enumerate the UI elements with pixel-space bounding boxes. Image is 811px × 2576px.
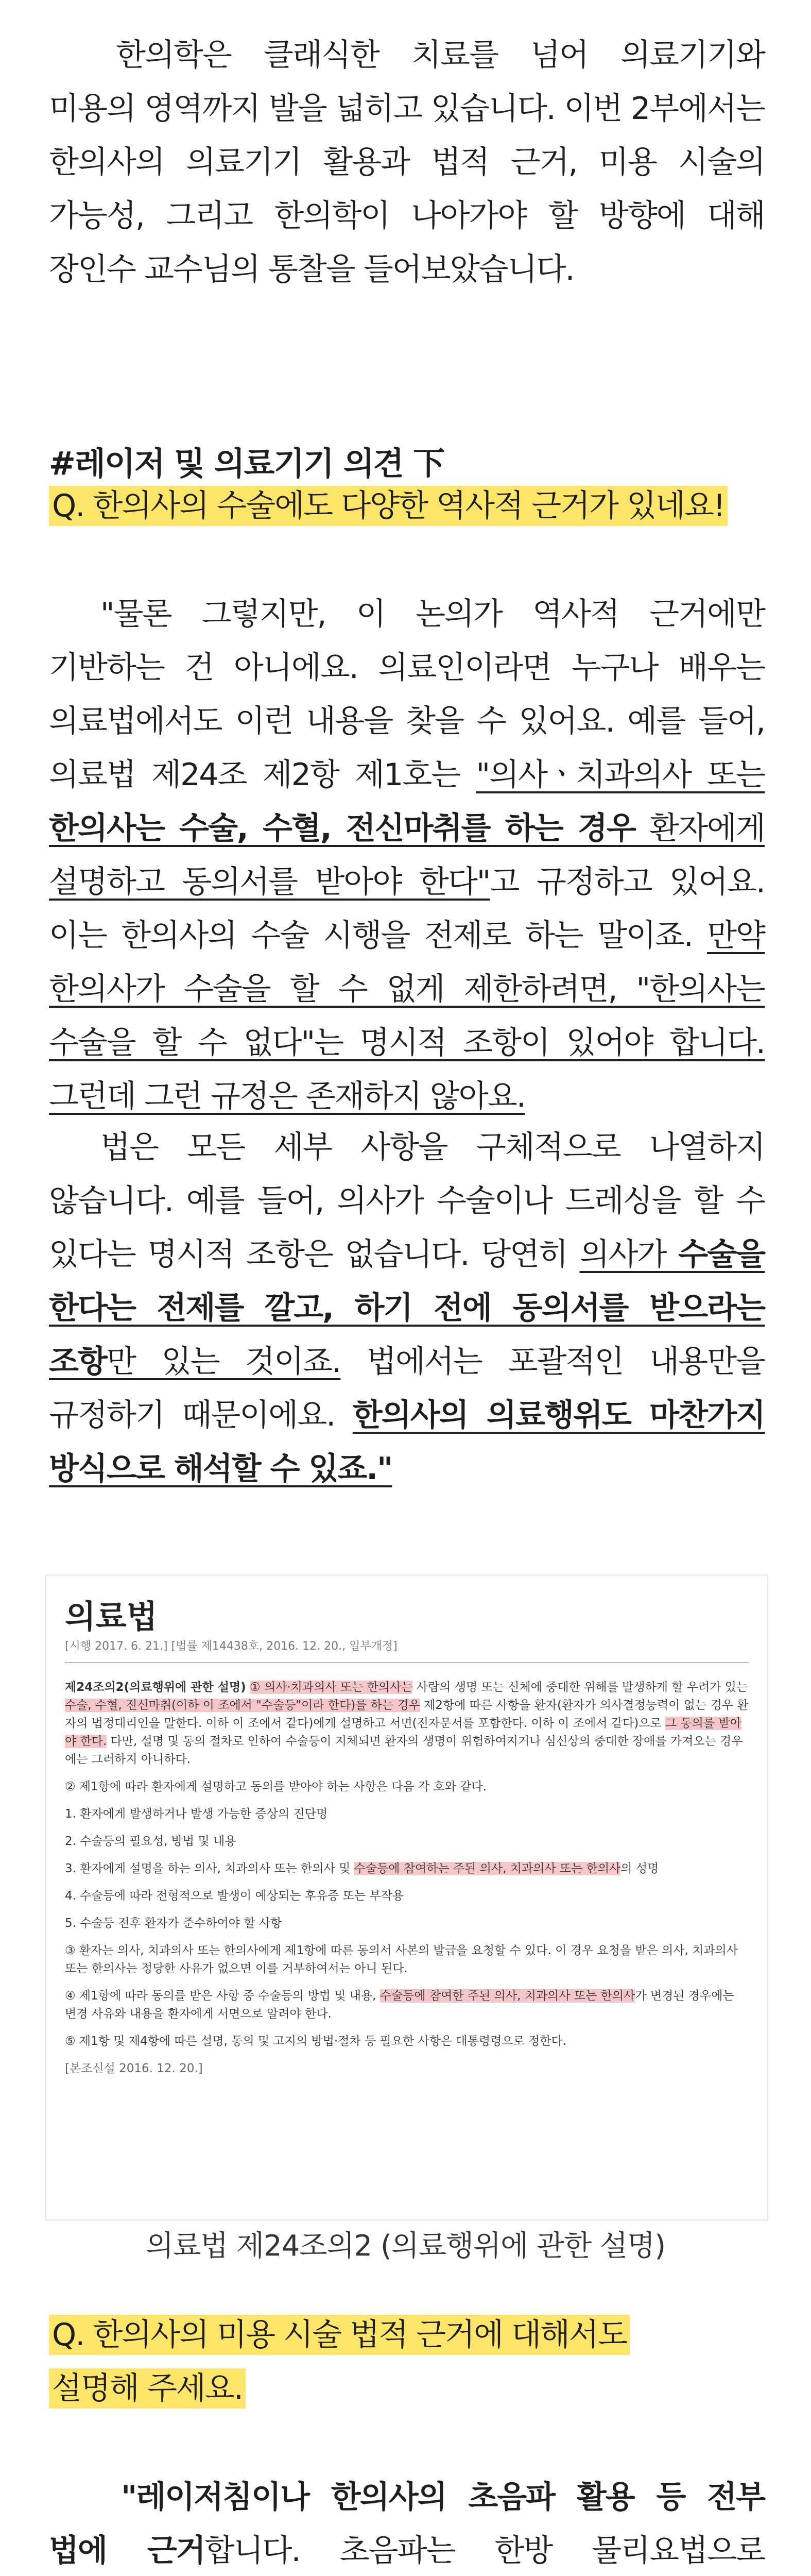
doc-text: 의 성명 — [620, 1862, 659, 1875]
image-caption: 의료법 제24조의2 (의료행위에 관한 설명) — [145, 2229, 666, 2263]
answer-1-text: 법은 모든 세부 사항을 구체적으로 나열하지 않습니다. 예를 들어, 의사가 수술이나 드레싱을 할 수 있다는 명시적 조항은 없습니다. 당연히 — [49, 1129, 765, 1273]
doc-highlight: 수술, 수혈, 전신마취(이하 이 조에서 "수술등"이라 한다)를 하는 경우 — [65, 1699, 420, 1712]
doc-text: 3. 환자에게 설명을 하는 의사, 치과의사 또는 한의사 및 — [65, 1862, 354, 1875]
answer-1-text: "물론 그렇지만, 이 논의가 역사적 근거에만 기반하는 건 아니에요. 의료인이라면 누구나 배우는 의료법에서도 이런 내용을 찾을 수 있어요. 예를 들어, 의료법 제24조 제2항 제1호는 — [49, 596, 765, 793]
question-1 — [49, 479, 765, 533]
law-document-image — [46, 1575, 767, 2219]
doc-clause-5: ⑤ 제1항 및 제4항에 따른 설명, 동의 및 고지의 방법·절차 등 필요한 사항은 대통령령으로 정한다. — [65, 2035, 567, 2048]
doc-text: ④ 제1항에 따라 동의를 받은 사항 중 수술등의 방법 및 내용, — [65, 1989, 380, 2003]
question-1-text: Q. 한의사의 수술에도 다양한 역사적 근거가 있네요! — [49, 486, 728, 526]
doc-item-3 — [65, 1860, 749, 1878]
answer-1-underline: 의사가 — [579, 1236, 679, 1273]
doc-item-2: 2. 수술등의 필요성, 방법 및 내용 — [65, 1835, 236, 1848]
doc-clause-4 — [65, 1987, 749, 2023]
answer-1-underline: "의사ㆍ치과의사 또는 — [476, 757, 765, 793]
doc-text: 제2항에 따른 사항을 환자(환자가 의사결정능력이 없는 경우 환자의 법정대리인을 말한다. 이하 이 조에서 같다)에게 설명하고 서면(전자문서를 포함한다. 이하 이 조에서 같다)으로 — [65, 1699, 749, 1730]
answer-2-paragraph-1 — [49, 2470, 765, 2576]
doc-item-4: 4. 수술등에 따라 전형적으로 발생이 예상되는 후유증 또는 부작용 — [65, 1889, 404, 1903]
doc-clause-3: ③ 환자는 의사, 치과의사 또는 한의사에게 제1항에 따른 동의서 사본의 발급을 요청할 수 있다. 이 경우 요청을 받은 의사, 치과의사 또는 한의사는 정당한 사유가 없으면 이를 거부하여서는 아니 된다. — [65, 1944, 738, 1975]
answer-1-bold-underline: 수술을 한다는 전제를 깔고, 하기 전에 동의서를 받으라는 조항 — [49, 1236, 765, 1380]
doc-title: 의료법 — [65, 1598, 158, 1635]
answer-2-text: 합니다. 초음파는 한방 물리요법으로 — [204, 2533, 765, 2569]
section-heading: #레이저 및 의료기기 의견 下 — [49, 445, 444, 482]
doc-text: 가 변경된 경우에는 변경 사유와 내용을 환자에게 서면으로 알려야 한다. — [65, 1989, 734, 2021]
answer-1-underline: 만 있는 것이죠. — [106, 1344, 341, 1380]
doc-highlight: ① 의사·치과의사 또는 한의사는 — [249, 1681, 413, 1694]
answer-1-paragraph-2 — [49, 1121, 765, 1496]
doc-body — [65, 1679, 749, 2087]
doc-divider — [65, 1662, 749, 1663]
doc-text: 다만, 설명 및 동의 절차로 인하여 수술등이 지체되면 환자의 생명이 위험하여지거나 심신상의 중대한 장애를 가져오는 경우에는 그러하지 아니하다. — [65, 1735, 743, 1766]
doc-highlight: 수술등에 참여한 주된 의사, 치과의사 또는 한의사 — [379, 1989, 635, 2003]
answer-1-bold-underline: 한의사는 수술, 수혈, 전신마취를 하는 경우 — [49, 810, 635, 846]
doc-clause-2: ② 제1항에 따라 환자에게 설명하고 동의를 받아야 하는 사항은 다음 각 호와 같다. — [65, 1780, 487, 1793]
doc-item-1: 1. 환자에게 발생하거나 발생 가능한 증상의 진단명 — [65, 1807, 328, 1821]
doc-footer: [본조신설 2016. 12. 20.] — [65, 2062, 203, 2075]
doc-highlight: 그 동의를 받아야 한다. — [65, 1717, 741, 1748]
answer-1-underline: 만약 한의사가 수술을 할 수 없게 제한하려면, "한의사는 수술을 할 수 없다"는 명시적 조항이 있어야 합니다. 그런데 그런 규정은 존재하지 않아요. — [49, 918, 765, 1114]
answer-2-bold: "레이저침이나 한의사의 초음파 활용 등 전부 법에 근거 — [49, 2479, 765, 2569]
doc-text: 사람의 생명 또는 신체에 중대한 위해를 발생하게 할 우려가 있는 — [412, 1681, 748, 1694]
doc-item-5: 5. 수술등 전후 환자가 준수하여야 할 사항 — [65, 1917, 282, 1930]
answer-1-underline: 환자에게 설명하고 동의서를 받아야 한다" — [49, 810, 765, 900]
answer-1-bold-underline: 한의사의 의료행위도 마찬가지 방식으로 해석할 수 있죠." — [49, 1397, 765, 1487]
doc-subtitle: [시행 2017. 6. 21.] [법률 제14438호, 2016. 12. 20., 일부개정] — [65, 1640, 398, 1653]
answer-1-paragraph-1 — [49, 587, 765, 1123]
doc-highlight: 수술등에 참여하는 주된 의사, 치과의사 또는 한의사 — [354, 1862, 621, 1875]
answer-1-text: 고 규정하고 있어요. 이는 한의사의 수술 시행을 전제로 하는 말이죠. — [49, 864, 765, 954]
doc-article — [65, 1679, 749, 1769]
intro-paragraph — [49, 28, 765, 296]
question-2 — [49, 2308, 687, 2415]
answer-1-text: 법에서는 포괄적인 내용만을 규정하기 때문이에요. — [49, 1344, 765, 1433]
question-2-text: Q. 한의사의 미용 시술 법적 근거에 대해서도 설명해 주세요. — [49, 2315, 630, 2409]
doc-article-title: 제24조의2(의료행위에 관한 설명) — [65, 1681, 246, 1694]
intro-text: 한의학은 클래식한 치료를 넘어 의료기기와 미용의 영역까지 발을 넓히고 있습니다. 이번 2부에서는 한의사의 의료기기 활용과 법적 근거, 미용 시술의 가능성, 그리고 한의학이 나아가야 할 방향에 대해 장인수 교수님의 통찰을 들어보았습니다. — [49, 37, 765, 287]
